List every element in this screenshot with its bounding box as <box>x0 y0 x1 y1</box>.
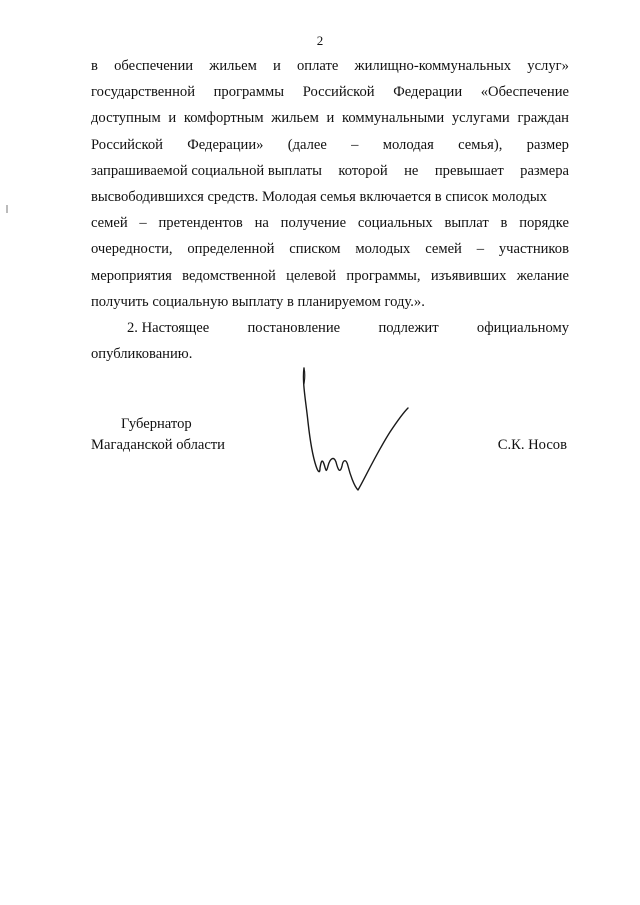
word: высвободившихся средств. Молодая семья включается в список молодых <box>91 188 547 205</box>
word: семья), <box>458 136 503 153</box>
paragraph-1-last-line: получить социальную выплату в планируемом году.». <box>91 293 425 310</box>
page-number: 2 <box>316 33 324 48</box>
word: – <box>351 136 359 153</box>
paragraph-1-line <box>91 236 569 262</box>
word: программы <box>213 84 285 101</box>
word: целевой <box>286 267 337 284</box>
paragraph-1-line <box>91 105 569 131</box>
word: мероприятия <box>91 267 172 284</box>
word: молодая <box>382 136 434 153</box>
word: постановление <box>247 319 341 336</box>
word: 2. Настоящее <box>127 319 210 336</box>
paragraph-2-first-line <box>91 315 569 341</box>
word: семей <box>425 241 462 258</box>
word: желание <box>516 267 569 284</box>
word: молодых <box>355 241 411 258</box>
word: определенной <box>187 241 275 258</box>
word: «Обеспечение <box>480 84 569 101</box>
word: программы, <box>346 267 421 284</box>
word: размера <box>520 162 569 179</box>
paragraph-2-last-line: опубликованию. <box>91 346 193 363</box>
word: Федерации» <box>187 136 264 153</box>
word: размер <box>526 136 569 153</box>
word: выплат <box>444 215 489 232</box>
word: доступным <box>91 110 161 127</box>
word: не <box>404 162 419 179</box>
word: Российской <box>302 84 375 101</box>
handwritten-signature <box>290 362 420 497</box>
word: социальных <box>357 215 433 232</box>
word: граждан <box>517 110 569 127</box>
word: Федерации <box>393 84 463 101</box>
word: услуг» <box>527 58 569 74</box>
paragraph-1 <box>91 53 569 289</box>
paragraph-1-line <box>91 132 569 158</box>
word: списком <box>289 241 341 258</box>
word: и <box>326 110 335 127</box>
word: подлежит <box>378 319 439 336</box>
word: порядке <box>519 215 569 232</box>
word: ведомственной <box>182 267 276 284</box>
word: очередности, <box>91 241 173 258</box>
word: изъявивших <box>430 267 507 284</box>
margin-mark <box>6 205 8 213</box>
paragraph-1-line <box>91 53 569 79</box>
signatory-name: С.К. Носов <box>497 437 567 453</box>
word: претендентов <box>158 215 243 232</box>
word: в <box>500 215 508 232</box>
document-body <box>91 53 569 367</box>
word: получение <box>280 215 347 232</box>
paragraph-1-line <box>91 158 569 184</box>
paragraph-1-line <box>91 263 569 289</box>
paragraph-1-line <box>91 184 569 210</box>
word: (далее <box>287 136 327 153</box>
word: – <box>476 241 484 258</box>
paragraph-1-line <box>91 79 569 105</box>
word: Российской <box>91 136 163 153</box>
word: услугами <box>451 110 510 127</box>
word: и <box>273 58 281 74</box>
word: на <box>254 215 269 232</box>
word: коммунальными <box>342 110 445 127</box>
signatory-title-line-1: Губернатор <box>121 416 192 432</box>
word: оплате <box>296 58 339 74</box>
word: обеспечении <box>114 58 194 74</box>
word: жилищно-коммунальных <box>354 58 512 74</box>
word: запрашиваемой социальной выплаты <box>91 162 322 179</box>
word: – <box>139 215 147 232</box>
word: государственной <box>91 84 196 101</box>
word: жильем <box>271 110 319 127</box>
paragraph-1-line <box>91 210 569 236</box>
word: превышает <box>434 162 504 179</box>
word: которой <box>338 162 388 179</box>
word: официальному <box>476 319 569 336</box>
word: участников <box>498 241 569 258</box>
word: комфортным <box>183 110 264 127</box>
word: семей <box>91 215 128 232</box>
word: и <box>168 110 177 127</box>
word: в <box>91 58 98 74</box>
signatory-title-line-2: Магаданской области <box>91 437 225 453</box>
word: жильем <box>209 58 257 74</box>
